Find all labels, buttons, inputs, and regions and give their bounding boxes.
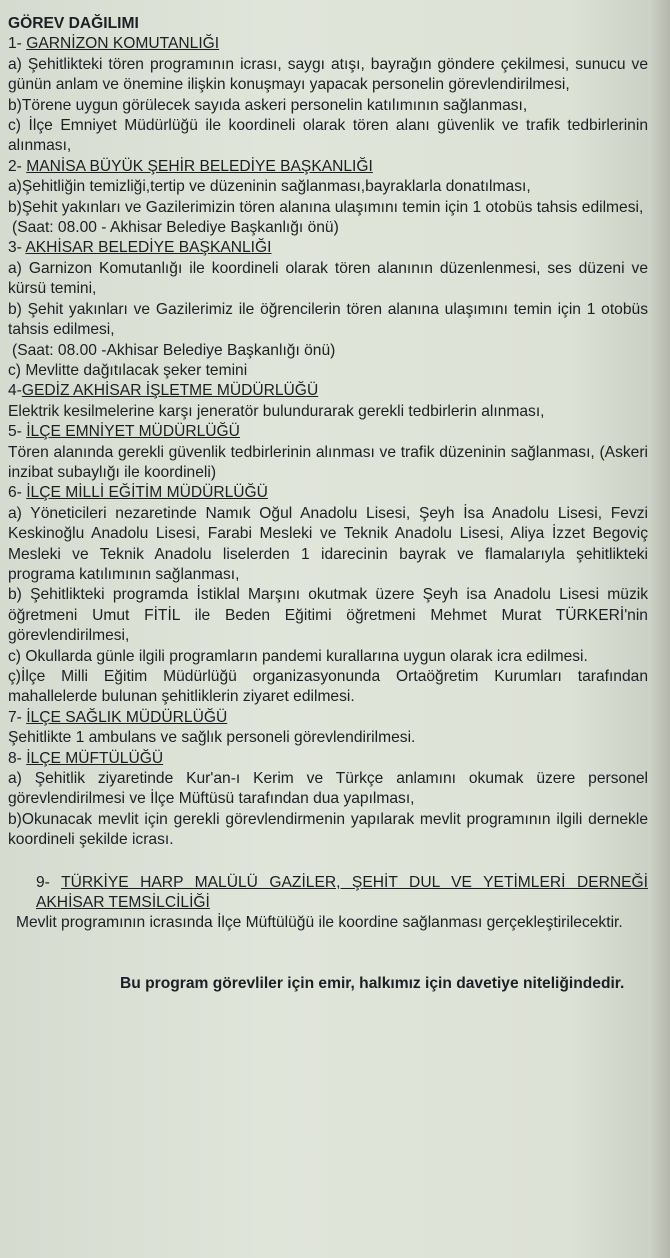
section-6-item-a: a) Yöneticileri nezaretinde Namık Oğul Anadolu Lisesi, Şeyh İsa Anadolu Lisesi, Fevzi Keskinoğlu Anadolu Lisesi, Farabi Mesleki ve Teknik Anadolu Lisesi, Aliya İzzet Begoviç Mesleki ve Teknik Anadolu liselerden 1 idarecinin bayrak ve flamalarıyla şehitlikteki programa katılımının sağlanması, <box>8 504 648 583</box>
section-4-heading: 4-GEDİZ AKHİSAR İŞLETME MÜDÜRLÜĞÜ <box>8 382 319 400</box>
section-5-item: Tören alanında gerekli güvenlik tedbirlerinin alınması ve trafik düzeninin sağlanması, (Askeri inzibat subaylığı ile koordineli) <box>8 443 648 481</box>
section-1-item-c: c) İlçe Emniyet Müdürlüğü ile koordineli olarak tören alanı güvenlik ve trafik tedbirlerinin alınması, <box>8 117 648 155</box>
section-5-heading: 5- İLÇE EMNİYET MÜDÜRLÜĞÜ <box>8 423 240 441</box>
document-body <box>8 14 648 994</box>
section-6-heading: 6- İLÇE MİLLİ EĞİTİM MÜDÜRLÜĞÜ <box>8 484 268 502</box>
section-3-item-a: a) Garnizon Komutanlığı ile koordineli olarak tören alanının düzenlenmesi, ses düzeni ve kürsü temini, <box>8 259 648 298</box>
section-1-item-a: a) Şehitlikteki tören programının icrası, saygı atışı, bayrağın göndere çekilmesi, sunucu ve günün anlam ve önemine ilişkin konuşmayı yapacak personelin görevlendirilmesi, <box>8 55 648 94</box>
section-6-item-c: c) Okullarda günle ilgili programların pandemi kurallarına uygun olarak icra edilmesi. <box>8 647 588 665</box>
section-8-item-b: b)Okunacak mevlit için gerekli görevlendirmenin yapılarak mevlit programının ilgili dernekle koordineli şekilde icrası. <box>8 810 648 849</box>
section-2-heading: 2- MANİSA BÜYÜK ŞEHİR BELEDİYE BAŞKANLIĞI <box>8 157 373 175</box>
section-2-item-b: b)Şehit yakınları ve Gazilerimizin tören alanına ulaşımını temin için 1 otobüs tahsis edilmesi, <box>8 198 644 216</box>
section-2-item-a: a)Şehitliğin temizliği,tertip ve düzeninin sağlanması,bayraklarla donatılması, <box>8 178 531 196</box>
section-1-item-b: b)Törene uygun görülecek sayıda askeri personelin katılımının sağlanması, <box>8 96 528 114</box>
paper-edge <box>648 0 670 1258</box>
closing-statement: Bu program görevliler için emir, halkımız için davetiye niteliğindedir. <box>120 974 625 992</box>
document-title: GÖREV DAĞILIMI <box>8 15 139 32</box>
section-3-time: (Saat: 08.00 -Akhisar Belediye Başkanlığı önü) <box>12 341 336 359</box>
spacer <box>8 851 648 873</box>
section-7-heading: 7- İLÇE SAĞLIK MÜDÜRLÜĞÜ <box>8 708 228 726</box>
section-6-item-cc: ç)İlçe Milli Eğitim Müdürlüğü organizasyonunda Ortaöğretim Kurumları tarafından mahallelerde bulunan şehitliklerin ziyaret edilmesi. <box>8 668 648 706</box>
section-3-item-c: c) Mevlitte dağıtılacak şeker temini <box>8 361 248 379</box>
section-8-heading: 8- İLÇE MÜFTÜLÜĞÜ <box>8 749 164 767</box>
section-9-item: Mevlit programının icrasında İlçe Müftülüğü ile koordine sağlanması gerçekleştirilecektir. <box>16 914 623 932</box>
section-3-item-b: b) Şehit yakınları ve Gazilerimiz ile öğrencilerin tören alanına ulaşımını temin için 1 otobüs tahsis edilmesi, <box>8 300 648 339</box>
section-9-heading: 9- TÜRKİYE HARP MALÜLÜ GAZİLER, ŞEHİT DUL VE YETİMLERİ DERNEĞİ AKHİSAR TEMSİLCİLİĞİ <box>36 873 648 912</box>
spacer <box>8 934 648 974</box>
section-2-time: (Saat: 08.00 - Akhisar Belediye Başkanlığı önü) <box>12 219 339 237</box>
section-7-item: Şehitlikte 1 ambulans ve sağlık personeli görevlendirilmesi. <box>8 729 416 747</box>
section-4-item: Elektrik kesilmelerine karşı jeneratör bulundurarak gerekli tedbirlerin alınması, <box>8 402 545 420</box>
section-6-item-b: b) Şehitlikteki programda İstiklal Marşını okutmak üzere Şeyh isa Anadolu Lisesi müzik öğretmeni Umut FİTİL ile Beden Eğitimi öğretmeni Mehmet Murat TÜRKERİ'nin görevlendirilmesi, <box>8 586 648 645</box>
section-1-heading: 1- GARNİZON KOMUTANLIĞI <box>8 35 220 53</box>
section-3-heading: 3- AKHİSAR BELEDİYE BAŞKANLIĞI <box>8 239 272 257</box>
section-8-item-a: a) Şehitlik ziyaretinde Kur'an-ı Kerim ve Türkçe anlamını okumak üzere personel görevlendirilmesi ve İlçe Müftüsü tarafından dua yapılması, <box>8 770 648 808</box>
